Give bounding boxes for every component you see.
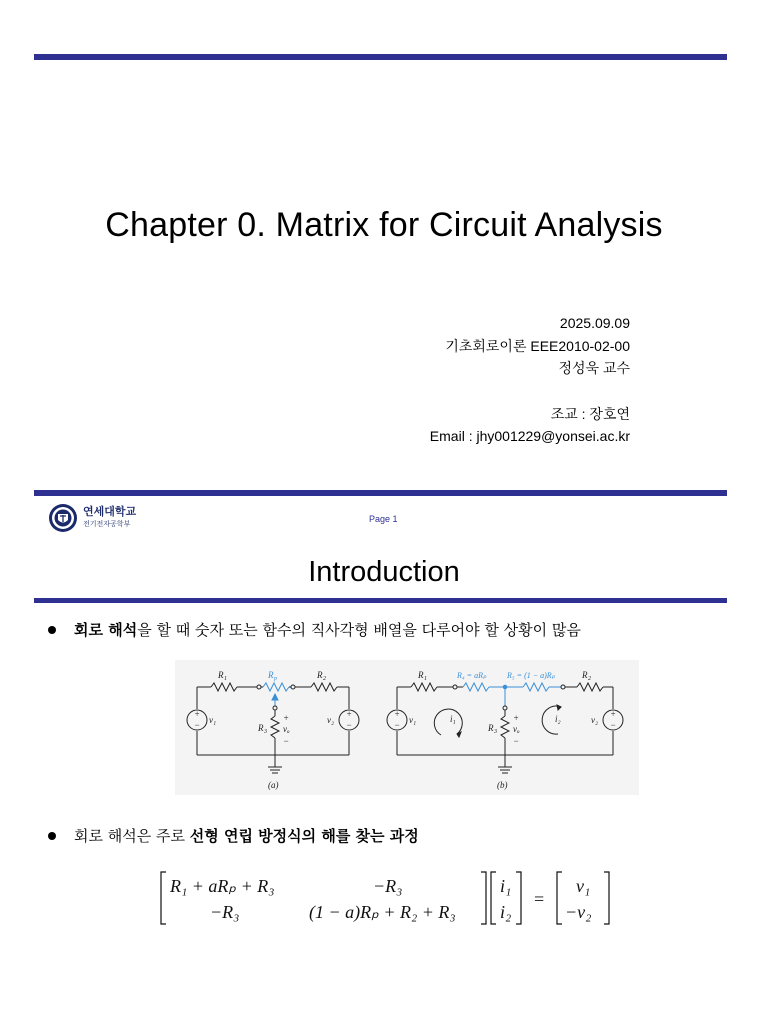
date: 2025.09.09: [559, 315, 630, 331]
svg-text:−: −: [346, 720, 353, 730]
svg-text:−: −: [283, 736, 290, 746]
label-vo: vₒ: [283, 724, 290, 734]
svg-text:−: −: [194, 720, 201, 730]
label-rp: R: [268, 670, 274, 680]
vector-b1: v₁: [576, 876, 591, 896]
svg-text:2: 2: [323, 676, 326, 682]
label-r2-b: R: [582, 670, 588, 680]
circuit-figure: [175, 660, 639, 795]
svg-text:3: 3: [264, 729, 267, 735]
bullet-item: [48, 825, 419, 846]
vector-x1: i₁: [500, 876, 512, 896]
bullet-dot-icon: [48, 832, 56, 840]
svg-text:+: +: [346, 709, 353, 719]
label-v1: v₁: [209, 715, 217, 725]
svg-text:1: 1: [424, 676, 427, 682]
matrix-a11: R₁ + aRₚ + R₃: [170, 876, 275, 896]
label-r3: R: [258, 723, 264, 733]
svg-text:3: 3: [494, 729, 497, 735]
label-r2: R: [317, 670, 323, 680]
svg-text:2: 2: [588, 676, 591, 682]
caption-b: (b): [497, 780, 508, 790]
label-v1-b: v₁: [409, 715, 417, 725]
label-r3-b: R: [488, 723, 494, 733]
professor: 정성욱 교수: [558, 360, 630, 376]
label-i2: i₂: [555, 714, 561, 724]
bullet-text: 회로 해석은 주로: [74, 827, 190, 845]
email: Email : jhy001229@yonsei.ac.kr: [429, 428, 630, 444]
label-i1: i₁: [450, 714, 456, 724]
bullet-dot-icon: [48, 626, 56, 634]
title-underline: [34, 598, 727, 603]
slide-meta: [430, 312, 630, 448]
label-r4: R₄ = aRₚ: [457, 671, 487, 680]
label-r1: R: [218, 670, 224, 680]
chapter-title: Chapter 0. Matrix for Circuit Analysis: [105, 206, 663, 244]
svg-text:1: 1: [224, 676, 227, 682]
vector-x2: i₂: [500, 902, 512, 922]
label-v2: v₂: [327, 715, 335, 725]
top-rule: [34, 54, 727, 60]
teaching-assistant: 조교 : 장호연: [550, 405, 630, 422]
matrix-equation: [160, 868, 620, 928]
bullet-text: 을 할 때 숫자 또는 함수의 직사각형 배열을 다루어야 할 상황이 많음: [137, 621, 581, 639]
label-v2-b: v₂: [591, 715, 599, 725]
svg-text:+: +: [283, 713, 290, 723]
university-seal-icon: [48, 503, 78, 533]
label-vo-b: vₒ: [513, 724, 520, 734]
bullet-text-mid: 의: [301, 827, 322, 845]
page-number: Page 1: [369, 514, 398, 524]
label-r1-b: R: [418, 670, 424, 680]
department-name: 전기전자공학부: [83, 520, 131, 528]
slide-divider: [34, 490, 727, 496]
svg-text:+: +: [513, 713, 520, 723]
section-title: Introduction: [308, 556, 460, 588]
svg-text:+: +: [394, 709, 401, 719]
bullet-emphasis-2: 해를 찾는 과정: [321, 827, 419, 845]
course-code: 기초회로이론 EEE2010-02-00: [445, 337, 630, 354]
caption-a: (a): [268, 780, 279, 790]
bullet-emphasis: 선형 연립 방정식: [189, 827, 302, 845]
matrix-a12: −R₃: [373, 876, 403, 896]
svg-text:p: p: [274, 676, 277, 682]
label-r5: R₅ = (1 − a)Rₚ: [507, 671, 556, 680]
bullet-item: [48, 619, 581, 640]
bullet-emphasis: 회로 해석: [74, 621, 138, 639]
svg-text:+: +: [610, 709, 617, 719]
university-logo: [48, 503, 136, 533]
svg-text:−: −: [513, 736, 520, 746]
vector-b2: −v₂: [565, 902, 592, 922]
svg-text:−: −: [610, 720, 617, 730]
svg-text:+: +: [194, 709, 201, 719]
matrix-a22: (1 − a)Rₚ + R₂ + R₃: [309, 902, 456, 922]
equals-sign: =: [534, 889, 545, 909]
svg-text:−: −: [394, 720, 401, 730]
matrix-a21: −R₃: [210, 902, 240, 922]
university-name: 연세대학교: [83, 505, 137, 518]
